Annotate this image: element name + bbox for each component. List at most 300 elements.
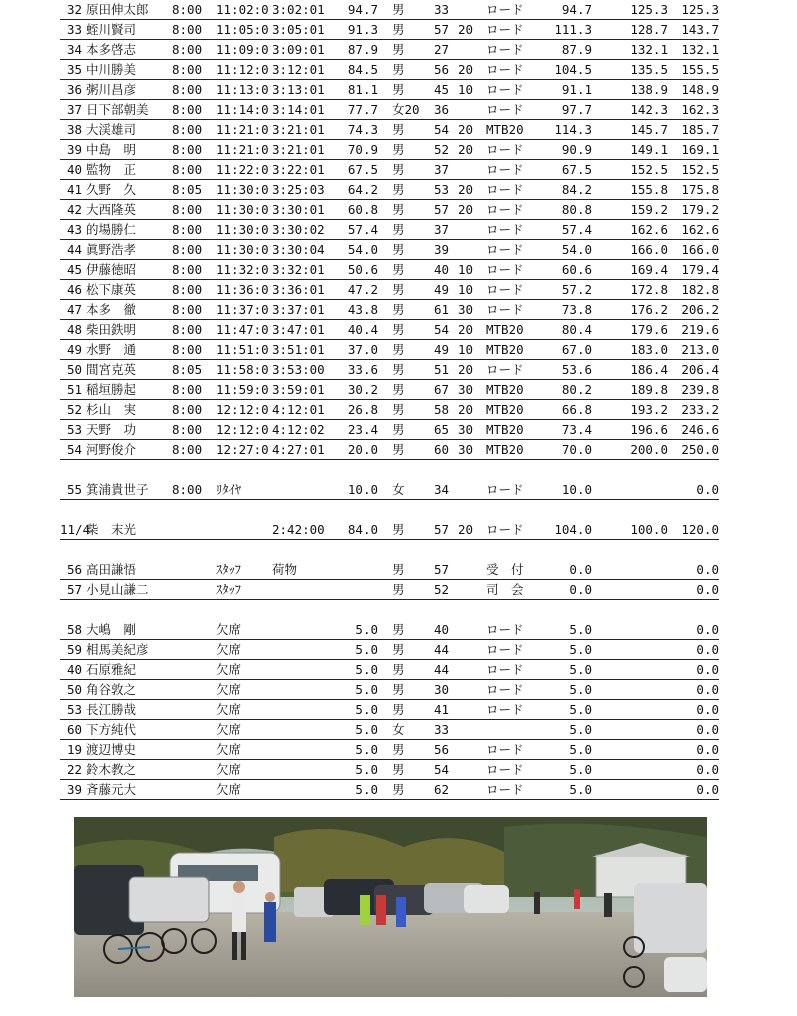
cell-time: 3:21:01	[272, 122, 325, 137]
cell-time: 荷物	[272, 562, 298, 577]
cell-age: 62	[434, 782, 450, 797]
cell-cum: 189.8	[630, 382, 668, 397]
cell-bonus: 30	[458, 442, 474, 457]
cell-age: 52	[434, 582, 450, 597]
special-row	[60, 520, 719, 540]
cell-finish: 11:30:0	[216, 222, 269, 237]
cell-age: 39	[434, 242, 450, 257]
cell-start: 8:00	[172, 162, 203, 177]
cell-sex: 男	[392, 362, 405, 377]
cell-cum: 162.6	[630, 222, 668, 237]
cell-total: 182.8	[681, 282, 719, 297]
cell-type: ロード	[486, 622, 524, 637]
absent-row	[60, 660, 719, 680]
cell-start: 8:00	[172, 22, 203, 37]
cell-total: 0.0	[696, 482, 719, 497]
cell-type: ロード	[486, 662, 524, 677]
cell-bonus: 20	[458, 202, 474, 217]
cell-no: 53	[66, 422, 82, 437]
cell-time: 3:32:01	[272, 262, 325, 277]
table-row	[60, 100, 719, 120]
cell-cum: 149.1	[630, 142, 668, 157]
cell-bonus: 20	[458, 322, 474, 337]
cell-no: 40	[66, 162, 82, 177]
cell-dist: 5.0	[355, 742, 378, 757]
cell-time: 3:21:01	[272, 142, 325, 157]
cell-time: 3:30:01	[272, 202, 325, 217]
cell-type: ロード	[486, 202, 524, 217]
cell-pts: 84.2	[561, 182, 592, 197]
cell-name: 粥川昌彦	[86, 82, 137, 97]
cell-age: 54	[434, 122, 450, 137]
cell-no: 37	[66, 102, 82, 117]
cell-name: 長江勝哉	[86, 702, 137, 717]
cell-total: 120.0	[681, 522, 719, 537]
cell-dist: 26.8	[347, 402, 378, 417]
cell-time: 3:30:04	[272, 242, 325, 257]
cell-total: 206.4	[681, 362, 719, 377]
cell-total: 0.0	[696, 762, 719, 777]
cell-total: 250.0	[681, 442, 719, 457]
cell-time: 3:12:01	[272, 62, 325, 77]
cell-dist: 40.4	[347, 322, 378, 337]
cell-name: 松下康英	[86, 282, 137, 297]
cell-no: 38	[66, 122, 82, 137]
table-row	[60, 280, 719, 300]
cell-finish: 11:22:0	[216, 162, 269, 177]
table-row	[60, 120, 719, 140]
table-row	[60, 360, 719, 380]
cell-dist: 87.9	[347, 42, 378, 57]
cell-type: MTB20	[486, 402, 524, 417]
cell-pts: 67.0	[561, 342, 592, 357]
cell-total: 0.0	[696, 782, 719, 797]
cell-sex: 男	[392, 302, 405, 317]
cell-age: 56	[434, 62, 450, 77]
absent-row	[60, 780, 719, 800]
cell-sex: 女	[392, 482, 405, 497]
cell-finish: 欠席	[216, 622, 242, 637]
cell-name: 柴田鉄明	[86, 322, 137, 337]
cell-pts: 67.5	[561, 162, 592, 177]
cell-bonus: 30	[458, 382, 474, 397]
cell-dist: 33.6	[347, 362, 378, 377]
cell-sex: 男	[392, 642, 405, 657]
cell-dist: 84.0	[347, 522, 378, 537]
cell-no: 60	[66, 722, 82, 737]
cell-age: 54	[434, 322, 450, 337]
cell-sex: 男	[392, 782, 405, 797]
cell-finish: 11:32:0	[216, 262, 269, 277]
cell-cum: 159.2	[630, 202, 668, 217]
cell-type: ロード	[486, 262, 524, 277]
cell-time: 3:14:01	[272, 102, 325, 117]
cell-dist: 54.0	[347, 242, 378, 257]
cell-dist: 81.1	[347, 82, 378, 97]
cell-sex: 女	[392, 722, 405, 737]
cell-finish: 11:12:0	[216, 62, 269, 77]
cell-name: 蛭川賢司	[86, 22, 137, 37]
cell-name: 日下部朝美	[86, 102, 149, 117]
cell-sex: 男	[392, 582, 405, 597]
table-row	[60, 200, 719, 220]
cell-time: 3:30:02	[272, 222, 325, 237]
cell-pts: 104.0	[554, 522, 592, 537]
cell-start: 8:00	[172, 102, 203, 117]
cell-type: ロード	[486, 642, 524, 657]
cell-start: 8:00	[172, 42, 203, 57]
cell-no: 53	[66, 702, 82, 717]
cell-sex: 男	[392, 182, 405, 197]
cell-type: ロード	[486, 222, 524, 237]
cell-no: 36	[66, 82, 82, 97]
cell-total: 0.0	[696, 722, 719, 737]
cell-type: ロード	[486, 62, 524, 77]
cell-cum: 186.4	[630, 362, 668, 377]
cell-total: 162.6	[681, 222, 719, 237]
cell-finish: 欠席	[216, 782, 242, 797]
cell-bonus: 20	[458, 182, 474, 197]
cell-start: 8:00	[172, 122, 203, 137]
cell-name: 中島 明	[86, 142, 137, 157]
cell-total: 213.0	[681, 342, 719, 357]
cell-finish: 11:37:0	[216, 302, 269, 317]
table-row	[60, 440, 719, 460]
cell-no: 39	[66, 142, 82, 157]
cell-name: 鈴木教之	[86, 762, 137, 777]
cell-time: 3:51:01	[272, 342, 325, 357]
cell-no: 41	[66, 182, 82, 197]
cell-age: 44	[434, 642, 450, 657]
cell-bonus: 20	[458, 362, 474, 377]
cell-no: 49	[66, 342, 82, 357]
cell-age: 56	[434, 742, 450, 757]
cell-time: 4:27:01	[272, 442, 325, 457]
cell-time: 3:37:01	[272, 302, 325, 317]
cell-start: 8:00	[172, 202, 203, 217]
cell-start: 8:00	[172, 442, 203, 457]
cell-type: ロード	[486, 2, 524, 17]
table-row	[60, 80, 719, 100]
cell-finish: 11:13:0	[216, 82, 269, 97]
cell-age: 52	[434, 142, 450, 157]
cell-pts: 5.0	[569, 782, 592, 797]
cell-sex: 男	[392, 202, 405, 217]
cell-finish: 12:12:0	[216, 402, 269, 417]
cell-type: ロード	[486, 142, 524, 157]
cell-type: ロード	[486, 482, 524, 497]
cell-start: 8:00	[172, 382, 203, 397]
table-row	[60, 60, 719, 80]
cell-sex: 男	[392, 342, 405, 357]
cell-no: 35	[66, 62, 82, 77]
cell-name: 天野 功	[86, 422, 137, 437]
cell-age: 41	[434, 702, 450, 717]
cell-finish: 11:21:0	[216, 122, 269, 137]
cell-finish: 11:30:0	[216, 242, 269, 257]
cell-name: 石原雅紀	[86, 662, 137, 677]
cell-cum: 155.8	[630, 182, 668, 197]
cell-finish: 欠席	[216, 742, 242, 757]
cell-pts: 53.6	[561, 362, 592, 377]
cell-time: 3:59:01	[272, 382, 325, 397]
cell-no: 46	[66, 282, 82, 297]
cell-total: 0.0	[696, 562, 719, 577]
absent-row	[60, 640, 719, 660]
cell-name: 大渓雄司	[86, 122, 137, 137]
cell-start: 8:00	[172, 422, 203, 437]
cell-dist: 94.7	[347, 2, 378, 17]
cell-pts: 80.8	[561, 202, 592, 217]
cell-name: 本多啓志	[86, 42, 137, 57]
cell-no: 43	[66, 222, 82, 237]
cell-sex: 男	[392, 422, 405, 437]
cell-cum: 125.3	[630, 2, 668, 17]
cell-cum: 200.0	[630, 442, 668, 457]
cell-pts: 66.8	[561, 402, 592, 417]
cell-age: 36	[434, 102, 450, 117]
absent-row	[60, 680, 719, 700]
cell-start: 8:05	[172, 362, 203, 377]
cell-dist: 64.2	[347, 182, 378, 197]
cell-time: 3:25:03	[272, 182, 325, 197]
cell-type: ロード	[486, 182, 524, 197]
cell-cum: 132.1	[630, 42, 668, 57]
cell-dist: 37.0	[347, 342, 378, 357]
cell-age: 60	[434, 442, 450, 457]
absent-row	[60, 720, 719, 740]
cell-bonus: 10	[458, 262, 474, 277]
cell-dist: 67.5	[347, 162, 378, 177]
cell-total: 239.8	[681, 382, 719, 397]
cell-total: 152.5	[681, 162, 719, 177]
cell-sex: 男	[392, 562, 405, 577]
cell-type: ロード	[486, 82, 524, 97]
cell-pts: 60.6	[561, 262, 592, 277]
cell-age: 37	[434, 222, 450, 237]
cell-cum: 193.2	[630, 402, 668, 417]
cell-sex: 男	[392, 82, 405, 97]
cell-age: 27	[434, 42, 450, 57]
cell-cum: 138.9	[630, 82, 668, 97]
cell-start: 8:00	[172, 342, 203, 357]
cell-dist: 50.6	[347, 262, 378, 277]
cell-start: 8:05	[172, 182, 203, 197]
cell-dist: 20.0	[347, 442, 378, 457]
cell-pts: 5.0	[569, 682, 592, 697]
cell-cum: 166.0	[630, 242, 668, 257]
cell-sex: 男	[392, 402, 405, 417]
cell-total: 0.0	[696, 682, 719, 697]
cell-no: 59	[66, 642, 82, 657]
cell-sex: 男	[392, 22, 405, 37]
cell-type: 受 付	[486, 562, 524, 577]
cell-dist: 5.0	[355, 682, 378, 697]
table-row	[60, 420, 719, 440]
cell-start: 8:00	[172, 482, 203, 497]
cell-no: 34	[66, 42, 82, 57]
cell-dist: 74.3	[347, 122, 378, 137]
cell-total: 0.0	[696, 662, 719, 677]
cell-finish: ｽﾀｯﾌ	[216, 582, 242, 597]
cell-start: 8:00	[172, 222, 203, 237]
cell-bonus: 20	[458, 522, 474, 537]
cell-finish: 11:14:0	[216, 102, 269, 117]
cell-finish: ﾘﾀｲﾔ	[216, 482, 242, 497]
cell-total: 179.2	[681, 202, 719, 217]
cell-finish: 12:12:0	[216, 422, 269, 437]
cell-sex: 男	[392, 262, 405, 277]
cell-cum: 135.5	[630, 62, 668, 77]
cell-type: 司 会	[486, 582, 524, 597]
cell-total: 0.0	[696, 622, 719, 637]
cell-start: 8:00	[172, 242, 203, 257]
cell-age: 67	[434, 382, 450, 397]
cell-pts: 73.8	[561, 302, 592, 317]
cell-bonus: 10	[458, 82, 474, 97]
cell-type: MTB20	[486, 122, 524, 137]
cell-finish: 11:59:0	[216, 382, 269, 397]
cell-total: 185.7	[681, 122, 719, 137]
cell-pts: 5.0	[569, 762, 592, 777]
cell-total: 0.0	[696, 702, 719, 717]
cell-no: 57	[66, 582, 82, 597]
cell-pts: 97.7	[561, 102, 592, 117]
table-row	[60, 220, 719, 240]
cell-cum: 176.2	[630, 302, 668, 317]
cell-age: 57	[434, 202, 450, 217]
cell-sex: 男	[392, 622, 405, 637]
cell-dist: 5.0	[355, 782, 378, 797]
cell-bonus: 20	[458, 22, 474, 37]
cell-pts: 0.0	[569, 582, 592, 597]
cell-type: ロード	[486, 702, 524, 717]
cell-name: 河野俊介	[86, 442, 137, 457]
cell-total: 0.0	[696, 582, 719, 597]
cell-sex: 男	[392, 322, 405, 337]
cell-finish: 11:30:0	[216, 182, 269, 197]
cell-no: 47	[66, 302, 82, 317]
cell-bonus: 20	[458, 142, 474, 157]
cell-total: 179.4	[681, 262, 719, 277]
cell-time: 3:13:01	[272, 82, 325, 97]
cell-pts: 54.0	[561, 242, 592, 257]
cell-start: 8:00	[172, 262, 203, 277]
table-row	[60, 260, 719, 280]
cell-total: 246.6	[681, 422, 719, 437]
cell-no: 33	[66, 22, 82, 37]
cell-dist: 5.0	[355, 722, 378, 737]
cell-time: 3:05:01	[272, 22, 325, 37]
cell-no: 48	[66, 322, 82, 337]
cell-pts: 57.2	[561, 282, 592, 297]
cell-dist: 10.0	[347, 482, 378, 497]
cell-finish: 11:36:0	[216, 282, 269, 297]
cell-time: 4:12:02	[272, 422, 325, 437]
cell-no: 45	[66, 262, 82, 277]
cell-type: MTB20	[486, 342, 524, 357]
cell-age: 49	[434, 342, 450, 357]
table-row	[60, 40, 719, 60]
cell-age: 65	[434, 422, 450, 437]
cell-sex: 男	[392, 742, 405, 757]
cell-age: 54	[434, 762, 450, 777]
table-row	[60, 20, 719, 40]
cell-type: ロード	[486, 782, 524, 797]
cell-sex: 男	[392, 682, 405, 697]
cell-sex: 男	[392, 762, 405, 777]
cell-no: 51	[66, 382, 82, 397]
cell-age: 34	[434, 482, 450, 497]
cell-name: 高田謙悟	[86, 562, 137, 577]
cell-pts: 73.4	[561, 422, 592, 437]
table-row	[60, 140, 719, 160]
cell-sex: 男	[392, 222, 405, 237]
cell-start: 8:00	[172, 62, 203, 77]
cell-sex: 男	[392, 2, 405, 17]
cell-bonus: 10	[458, 342, 474, 357]
cell-pts: 0.0	[569, 562, 592, 577]
cell-cum: 169.4	[630, 262, 668, 277]
cell-cum: 100.0	[630, 522, 668, 537]
cell-dist: 91.3	[347, 22, 378, 37]
cell-dist: 47.2	[347, 282, 378, 297]
cell-pts: 70.0	[561, 442, 592, 457]
cell-pts: 94.7	[561, 2, 592, 17]
cell-start: 8:00	[172, 322, 203, 337]
absent-row	[60, 620, 719, 640]
cell-total: 132.1	[681, 42, 719, 57]
cell-cum: 179.6	[630, 322, 668, 337]
cell-bonus: 20	[458, 62, 474, 77]
cell-no: 58	[66, 622, 82, 637]
cell-name: 角谷敦之	[86, 682, 137, 697]
cell-pts: 104.5	[554, 62, 592, 77]
cell-no: 39	[66, 782, 82, 797]
cell-finish: 11:30:0	[216, 202, 269, 217]
cell-type: ロード	[486, 282, 524, 297]
cell-pts: 87.9	[561, 42, 592, 57]
cell-name: 中川勝美	[86, 62, 137, 77]
cell-finish: 11:05:0	[216, 22, 269, 37]
cell-sex: 男	[392, 662, 405, 677]
cell-pts: 80.2	[561, 382, 592, 397]
cell-no: 50	[66, 362, 82, 377]
cell-pts: 5.0	[569, 722, 592, 737]
cell-cum: 172.8	[630, 282, 668, 297]
cell-no: 22	[66, 762, 82, 777]
cell-time: 3:09:01	[272, 42, 325, 57]
cell-finish: 欠席	[216, 702, 242, 717]
cell-type: MTB20	[486, 422, 524, 437]
cell-finish: ｽﾀｯﾌ	[216, 562, 242, 577]
cell-start: 8:00	[172, 402, 203, 417]
cell-pts: 5.0	[569, 702, 592, 717]
cell-time: 3:22:01	[272, 162, 325, 177]
cell-name: 間宮克英	[86, 362, 137, 377]
cell-cum: 128.7	[630, 22, 668, 37]
cell-no: 50	[66, 682, 82, 697]
cell-age: 57	[434, 22, 450, 37]
cell-age: 57	[434, 522, 450, 537]
cell-total: 148.9	[681, 82, 719, 97]
absent-row	[60, 740, 719, 760]
cell-bonus: 20	[458, 402, 474, 417]
cell-sex: 男	[392, 42, 405, 57]
cell-pts: 5.0	[569, 642, 592, 657]
cell-name: 原田伸太郎	[86, 2, 149, 17]
cell-start: 8:00	[172, 302, 203, 317]
